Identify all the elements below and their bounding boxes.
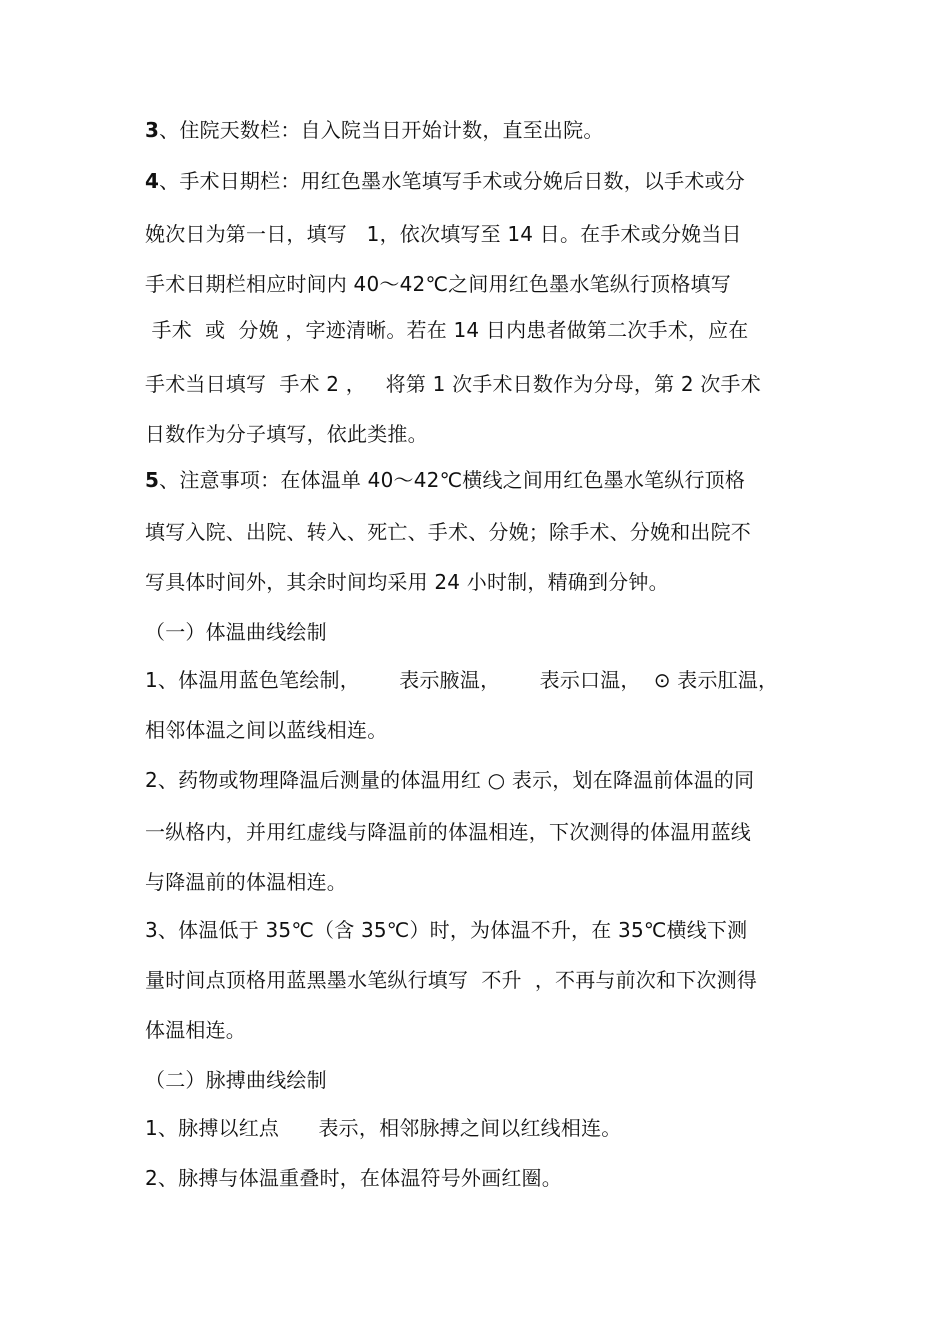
text-line-12: 1、体温用蓝色笔绘制， 表示腋温， 表示口温， ⊙ 表示肛温， bbox=[145, 668, 779, 692]
text-line-4: 手术日期栏相应时间内 40～42℃之间用红色墨水笔纵行顶格填写 bbox=[145, 272, 731, 296]
text-line-2: 4、手术日期栏：用红色墨水笔填写手术或分娩后日数，以手术或分 bbox=[145, 169, 745, 193]
text-line-16: 与降温前的体温相连。 bbox=[145, 870, 347, 894]
text-line-19: 体温相连。 bbox=[145, 1018, 246, 1042]
section-heading-pulse: （二）脉搏曲线绘制 bbox=[145, 1068, 327, 1092]
text-line-9: 填写入院、出院、转入、死亡、手术、分娩；除手术、分娩和出院不 bbox=[145, 520, 751, 544]
text-line-8: 5、注意事项：在体温单 40～42℃横线之间用红色墨水笔纵行顶格 bbox=[145, 468, 746, 492]
text-line-18: 量时间点顶格用蓝黑墨水笔纵行填写 不升 ，不再与前次和下次测得 bbox=[145, 968, 758, 992]
text-line-17: 3、体温低于 35℃（含 35℃）时，为体温不升，在 35℃横线下测 bbox=[145, 918, 748, 942]
section-heading-temperature: （一）体温曲线绘制 bbox=[145, 620, 327, 644]
text-line-3: 娩次日为第一日，填写 1，依次填写至 14 日。在手术或分娩当日 bbox=[145, 222, 742, 246]
text-line-22: 2、脉搏与体温重叠时，在体温符号外画红圈。 bbox=[145, 1166, 562, 1190]
text-line-6: 手术当日填写 手术 2 ， 将第 1 次手术日数作为分母，第 2 次手术 bbox=[145, 372, 761, 396]
text-line-15: 一纵格内，并用红虚线与降温前的体温相连，下次测得的体温用蓝线 bbox=[145, 820, 751, 844]
text-line-21: 1、脉搏以红点 表示，相邻脉搏之间以红线相连。 bbox=[145, 1116, 622, 1140]
text-line-5: 手术 或 分娩 ，字迹清晰。若在 14 日内患者做第二次手术，应在 bbox=[145, 318, 749, 342]
text-line-14: 2、药物或物理降温后测量的体温用红 ○ 表示，划在降温前体温的同 bbox=[145, 768, 755, 792]
text-line-13: 相邻体温之间以蓝线相连。 bbox=[145, 718, 388, 742]
text-line-10: 写具体时间外，其余时间均采用 24 小时制，精确到分钟。 bbox=[145, 570, 669, 594]
text-line-7: 日数作为分子填写，依此类推。 bbox=[145, 422, 428, 446]
text-line-1: 3、住院天数栏：自入院当日开始计数，直至出院。 bbox=[145, 118, 604, 142]
